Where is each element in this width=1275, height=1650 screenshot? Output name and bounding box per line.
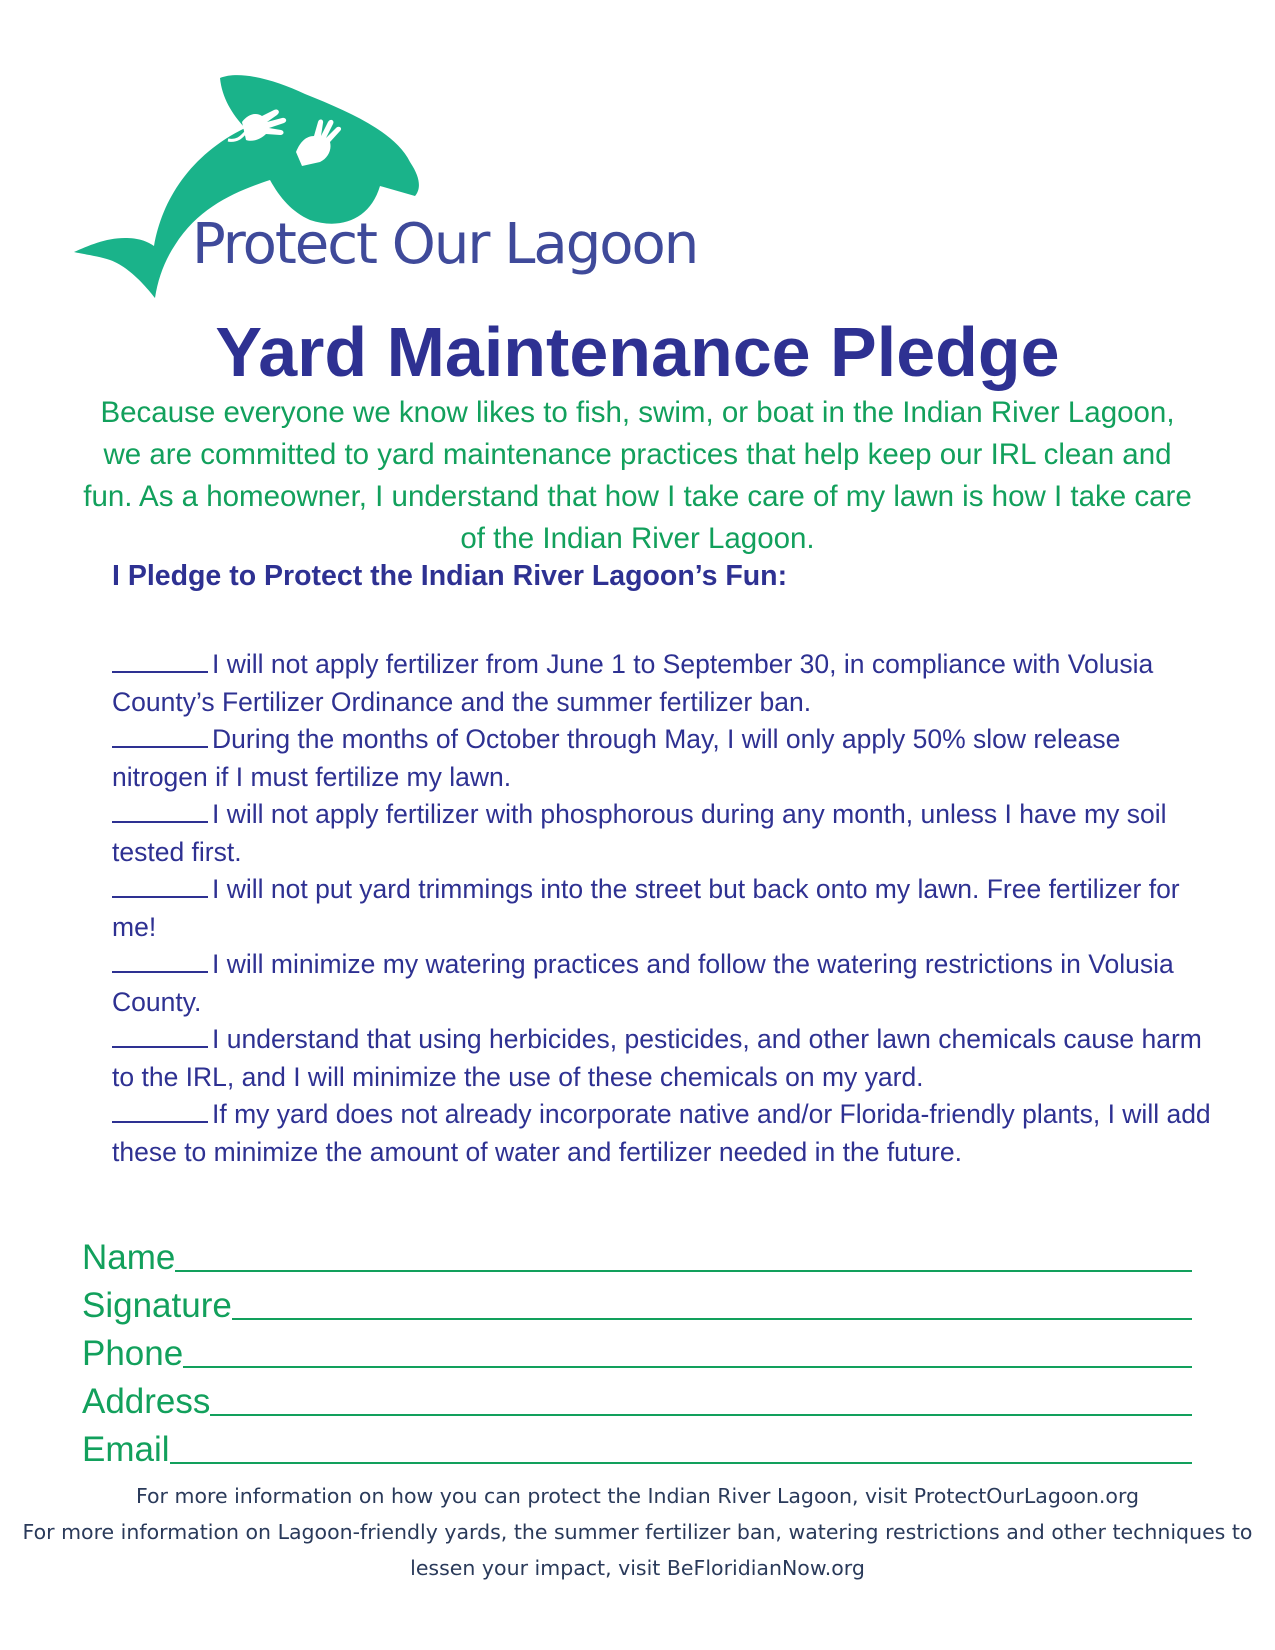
signature-row xyxy=(82,1278,1192,1326)
pledge-item xyxy=(112,1021,1212,1096)
footer-line-2: For more information on Lagoon-friendly yards, the summer fertilizer ban, watering restrictions and other techniques to lessen your impact, visit BeFloridianNow.org xyxy=(22,1520,1253,1580)
dolphin-with-hands-icon xyxy=(70,70,710,320)
pledge-initial-blank[interactable] xyxy=(112,722,208,748)
pledge-item xyxy=(112,646,1212,721)
pledge-text: During the months of October through May, I will only apply 50% slow release nitrogen if I must fertilize my lawn. xyxy=(112,724,1121,792)
pledge-list xyxy=(112,646,1212,1171)
pledge-initial-blank[interactable] xyxy=(112,1022,208,1048)
pledge-item xyxy=(112,796,1212,871)
pledge-heading: I Pledge to Protect the Indian River Lagoon’s Fun: xyxy=(112,560,788,592)
signature-label: Signature xyxy=(82,1286,232,1325)
email-label: Email xyxy=(82,1430,170,1469)
page-title: Yard Maintenance Pledge xyxy=(215,313,1060,391)
pledge-item xyxy=(112,1096,1212,1171)
address-row xyxy=(82,1374,1192,1422)
logo-text: Protect Our Lagoon xyxy=(192,212,698,277)
intro-paragraph: Because everyone we know likes to fish, swim, or boat in the Indian River Lagoon, we are committed to yard maintenance practices that help keep our IRL clean and fun. As a homeowner, I understand that how I take care of my lawn is how I take care of the Indian River Lagoon. xyxy=(83,396,1192,555)
email-row xyxy=(82,1422,1192,1470)
signup-form xyxy=(82,1230,1192,1470)
pledge-initial-blank[interactable] xyxy=(112,947,208,973)
name-row xyxy=(82,1230,1192,1278)
pledge-item xyxy=(112,871,1212,946)
pledge-initial-blank[interactable] xyxy=(112,1097,208,1123)
pledge-initial-blank[interactable] xyxy=(112,797,208,823)
footer-line-1: For more information on how you can protect the Indian River Lagoon, visit ProtectOurLagoon.org xyxy=(135,1484,1140,1508)
footer xyxy=(0,1478,1275,1586)
pledge-text: If my yard does not already incorporate native and/or Florida-friendly plants, I will add these to minimize the amount of water and fertilizer needed in the future. xyxy=(112,1099,1211,1167)
address-label: Address xyxy=(82,1382,211,1421)
phone-label: Phone xyxy=(82,1334,184,1373)
address-field[interactable] xyxy=(210,1384,1192,1416)
phone-row xyxy=(82,1326,1192,1374)
pledge-initial-blank[interactable] xyxy=(112,872,208,898)
pledge-text: I will not apply fertilizer from June 1 to September 30, in compliance with Volusia County’s Fertilizer Ordinance and the summer fertilizer ban. xyxy=(112,649,1154,717)
pledge-text: I will not apply fertilizer with phosphorous during any month, unless I have my soil tested first. xyxy=(112,799,1167,867)
phone-field[interactable] xyxy=(183,1336,1192,1368)
pledge-item xyxy=(112,946,1212,1021)
pledge-item xyxy=(112,721,1212,796)
pledge-text: I will minimize my watering practices and follow the watering restrictions in Volusia County. xyxy=(112,949,1174,1017)
pledge-text: I understand that using herbicides, pesticides, and other lawn chemicals cause harm to the IRL, and I will minimize the use of these chemicals on my yard. xyxy=(112,1024,1202,1092)
pledge-text: I will not put yard trimmings into the street but back onto my lawn. Free fertilizer for me! xyxy=(112,874,1180,942)
logo xyxy=(70,70,710,320)
email-field[interactable] xyxy=(170,1432,1192,1464)
pledge-initial-blank[interactable] xyxy=(112,647,208,673)
name-field[interactable] xyxy=(175,1240,1192,1272)
name-label: Name xyxy=(82,1238,176,1277)
signature-field[interactable] xyxy=(232,1288,1192,1320)
